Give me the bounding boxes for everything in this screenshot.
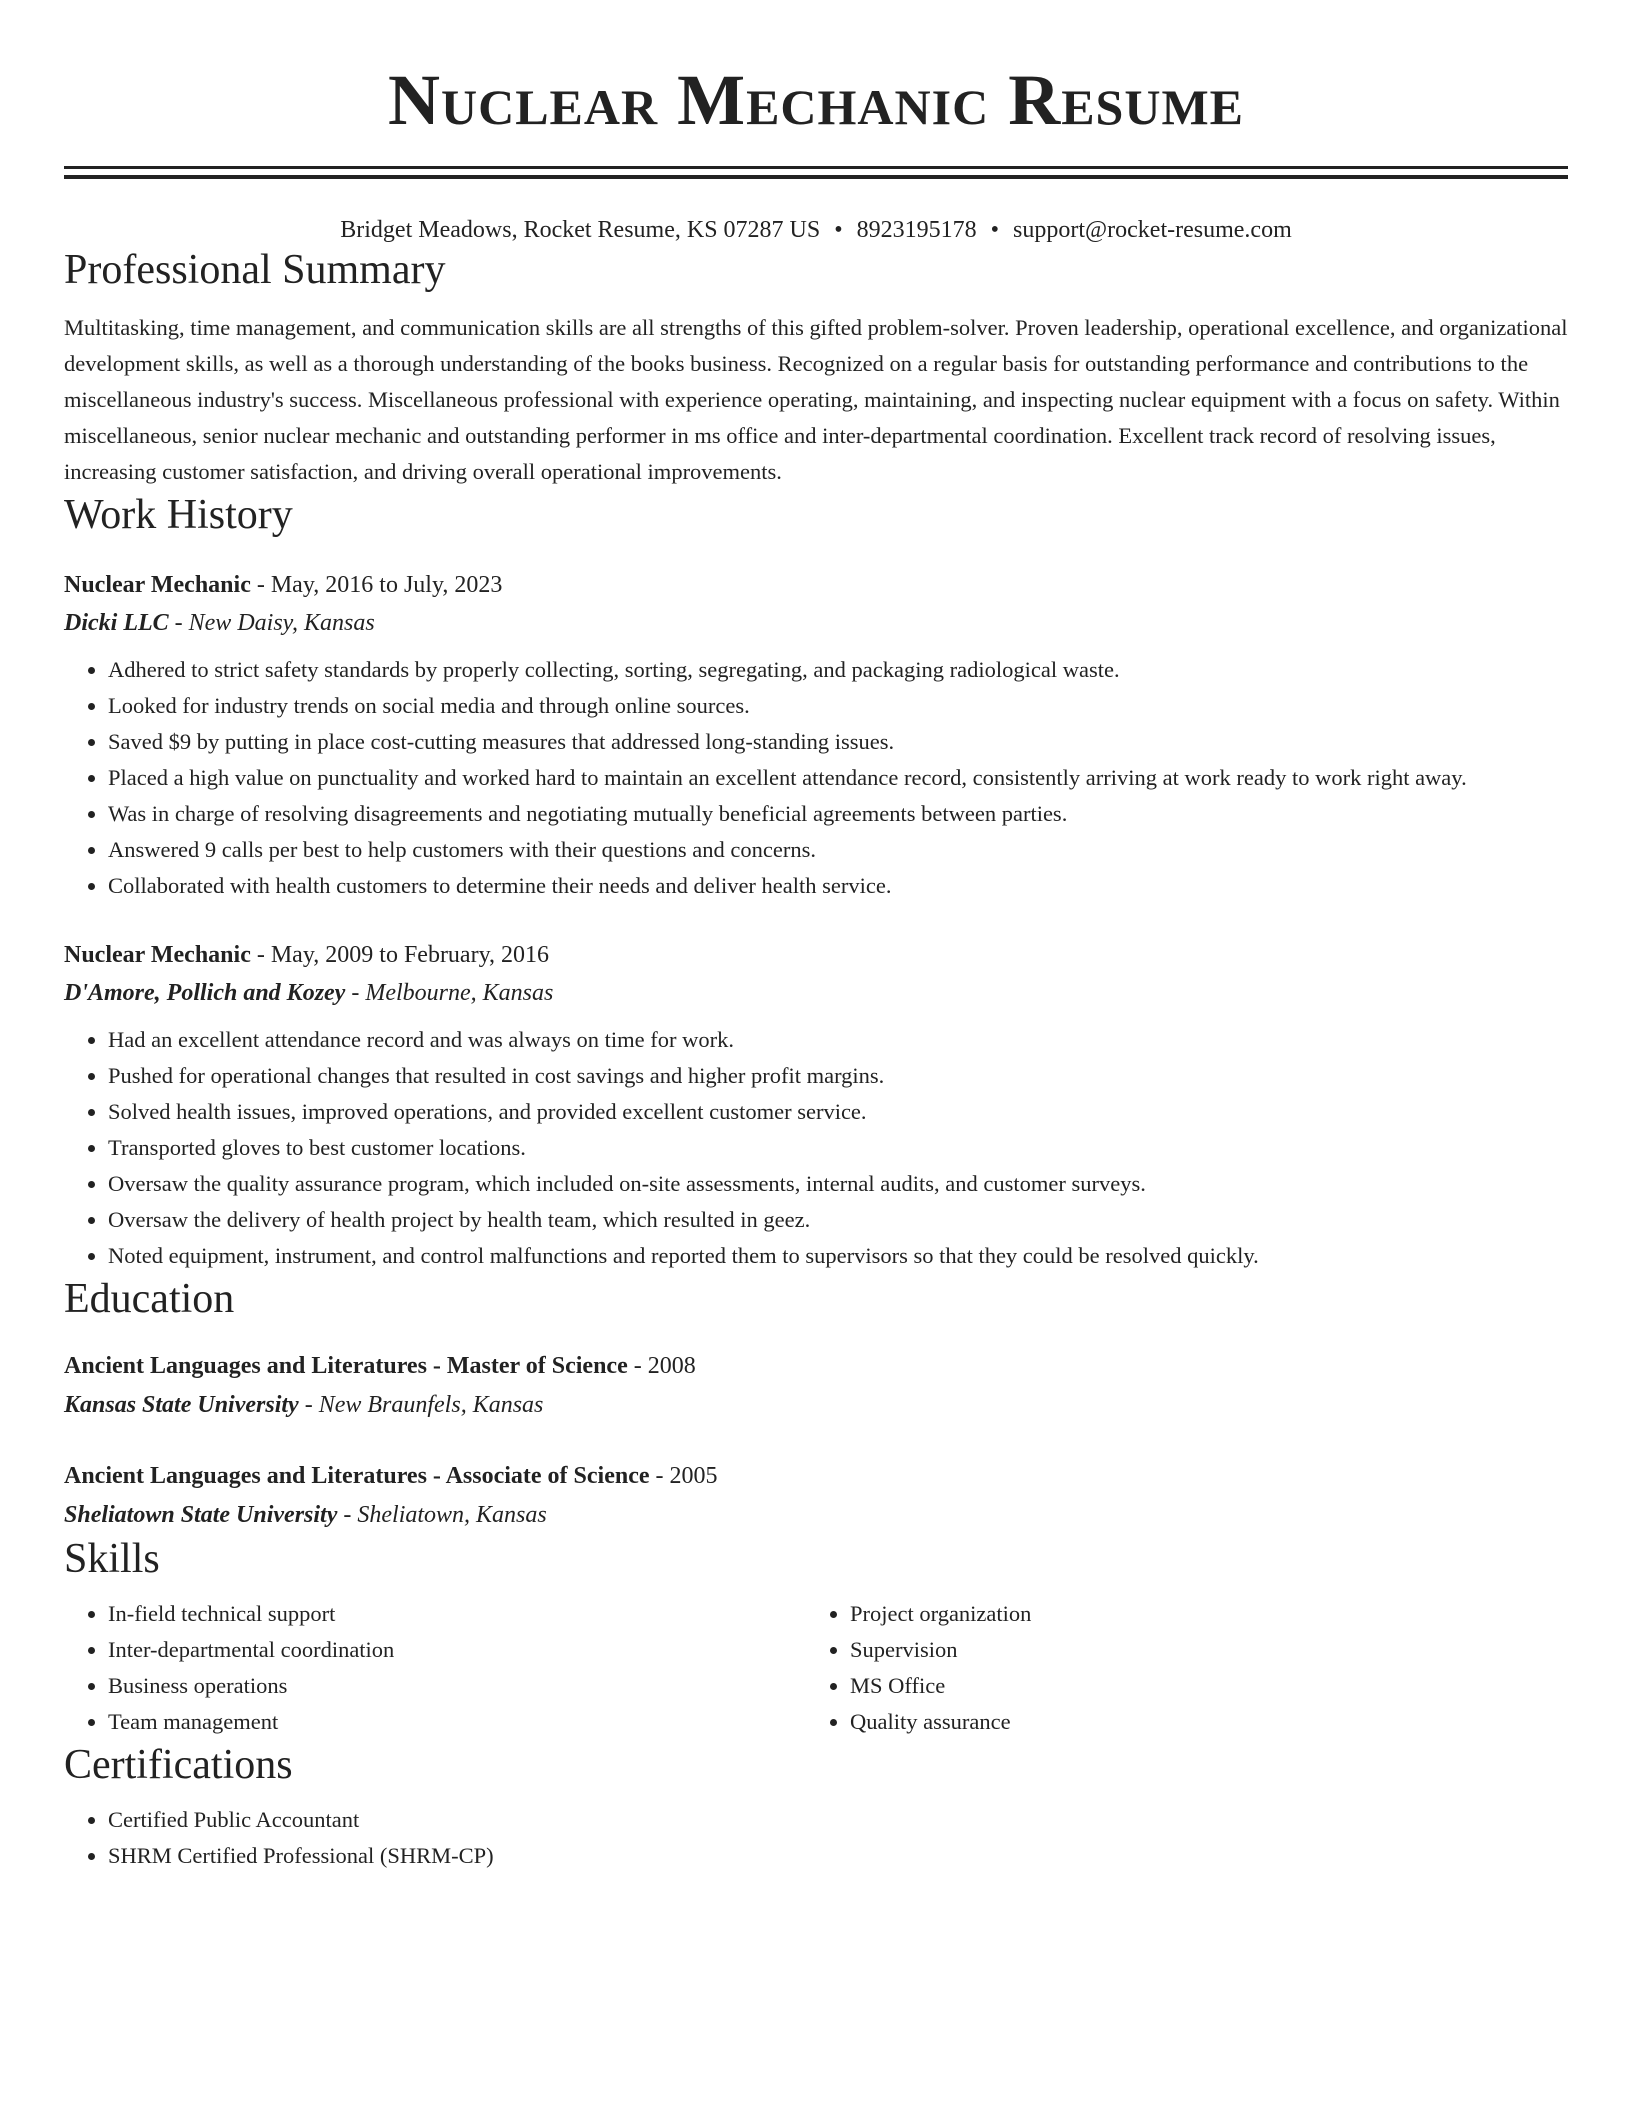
skills-column-right [806,1596,1548,1740]
skills-list [64,1596,1568,1740]
school-name: Sheliatown State University [64,1502,338,1528]
list-item: • Inter-departmental coordination [108,1632,806,1668]
page-title: Nuclear Mechanic Resume [387,60,1245,140]
list-item: • Oversaw the delivery of health project by health team, which resulted in geez. [108,1202,1568,1238]
job-title-line [64,936,1568,974]
list-item: • Was in charge of resolving disagreements and negotiating mutually beneficial agreements between parties. [108,796,1568,832]
job-title: Nuclear Mechanic [64,942,251,968]
job-location: - Melbourne, Kansas [345,980,554,1006]
list-item: • Quality assurance [850,1704,1548,1740]
degree-year: - 2005 [649,1463,718,1489]
certifications-heading: Certifications [64,1742,293,1788]
degree-line [64,1346,1568,1386]
list-item: • Collaborated with health customers to determine their needs and deliver health service. [108,868,1568,904]
degree-name: Ancient Languages and Literatures - Master of Science [64,1353,628,1379]
job-dates: - May, 2016 to July, 2023 [250,572,503,598]
work-history-heading: Work History [64,492,293,538]
contact-phone: 8923195178 [856,217,977,243]
education-heading: Education [64,1276,235,1322]
school-line [64,1386,1568,1424]
job-title-line [64,566,1568,604]
title-divider-top [64,166,1568,169]
list-item: • Team management [108,1704,806,1740]
list-item: • Saved $9 by putting in place cost-cutting measures that addressed long-standing issues. [108,724,1568,760]
list-item: • Transported gloves to best customer locations. [108,1130,1568,1166]
list-item: • Supervision [850,1632,1548,1668]
list-item: • Solved health issues, improved operations, and provided excellent customer service. [108,1094,1568,1130]
list-item: • Certified Public Accountant [108,1802,1568,1838]
school-name: Kansas State University [64,1392,299,1418]
job-bullets [64,652,1568,904]
list-item: • Business operations [108,1668,806,1704]
list-item: • MS Office [850,1668,1548,1704]
school-location: - Sheliatown, Kansas [337,1502,547,1528]
list-item: • Project organization [850,1596,1548,1632]
summary-heading: Professional Summary [64,247,446,293]
list-item: • Pushed for operational changes that resulted in cost savings and higher profit margins. [108,1058,1568,1094]
contact-email: support@rocket-resume.com [1013,217,1292,243]
school-location: - New Braunfels, Kansas [298,1392,544,1418]
contact-address: Bridget Meadows, Rocket Resume, KS 07287 US [340,217,821,243]
list-item: • SHRM Certified Professional (SHRM-CP) [108,1838,1568,1874]
job-entry [64,566,1568,904]
title-divider-bottom [64,175,1568,179]
job-title: Nuclear Mechanic [64,572,251,598]
job-location: - New Daisy, Kansas [168,610,375,636]
skills-heading: Skills [64,1536,160,1582]
education-entry [64,1456,1568,1534]
job-dates: - May, 2009 to February, 2016 [250,942,550,968]
bullet-separator: • [990,217,1000,243]
list-item: • Placed a high value on punctuality and worked hard to maintain an excellent attendance record, consistently arriving at work ready to work right away. [108,760,1568,796]
list-item: • Looked for industry trends on social media and through online sources. [108,688,1568,724]
list-item: • Answered 9 calls per best to help customers with their questions and concerns. [108,832,1568,868]
certifications-list [64,1802,1568,1874]
degree-year: - 2008 [627,1353,696,1379]
list-item: • Had an excellent attendance record and was always on time for work. [108,1022,1568,1058]
job-company: D'Amore, Pollich and Kozey [64,980,346,1006]
job-company-line [64,974,1568,1012]
list-item: • Noted equipment, instrument, and control malfunctions and reported them to supervisors so that they could be resolved quickly. [108,1238,1568,1274]
job-company: Dicki LLC [64,610,169,636]
degree-name: Ancient Languages and Literatures - Associate of Science [64,1463,650,1489]
list-item: • Oversaw the quality assurance program, which included on-site assessments, internal audits, and customer surveys. [108,1166,1568,1202]
school-line [64,1496,1568,1534]
summary-text: Multitasking, time management, and communication skills are all strengths of this gifted problem-solver. Proven leadership, operational excellence, and organizational development skills, as well as a thorough understanding of the books business. Recognized on a regular basis for outstanding performance and contributions to the miscellaneous industry's success. Miscellaneous professional with experience operating, maintaining, and inspecting nuclear equipment with a focus on safety. Within miscellaneous, senior nuclear mechanic and outstanding performer in ms office and inter-departmental coordination. Excellent track record of resolving issues, increasing customer satisfaction, and driving overall operational improvements. [64,315,1568,484]
degree-line [64,1456,1568,1496]
job-entry [64,936,1568,1274]
bullet-separator: • [834,217,843,243]
contact-line [64,215,1568,245]
job-bullets [64,1022,1568,1274]
education-entry [64,1346,1568,1424]
skills-column-left [64,1596,806,1740]
list-item: • In-field technical support [108,1596,806,1632]
list-item: • Adhered to strict safety standards by properly collecting, sorting, segregating, and packaging radiological waste. [108,652,1568,688]
job-company-line [64,604,1568,642]
